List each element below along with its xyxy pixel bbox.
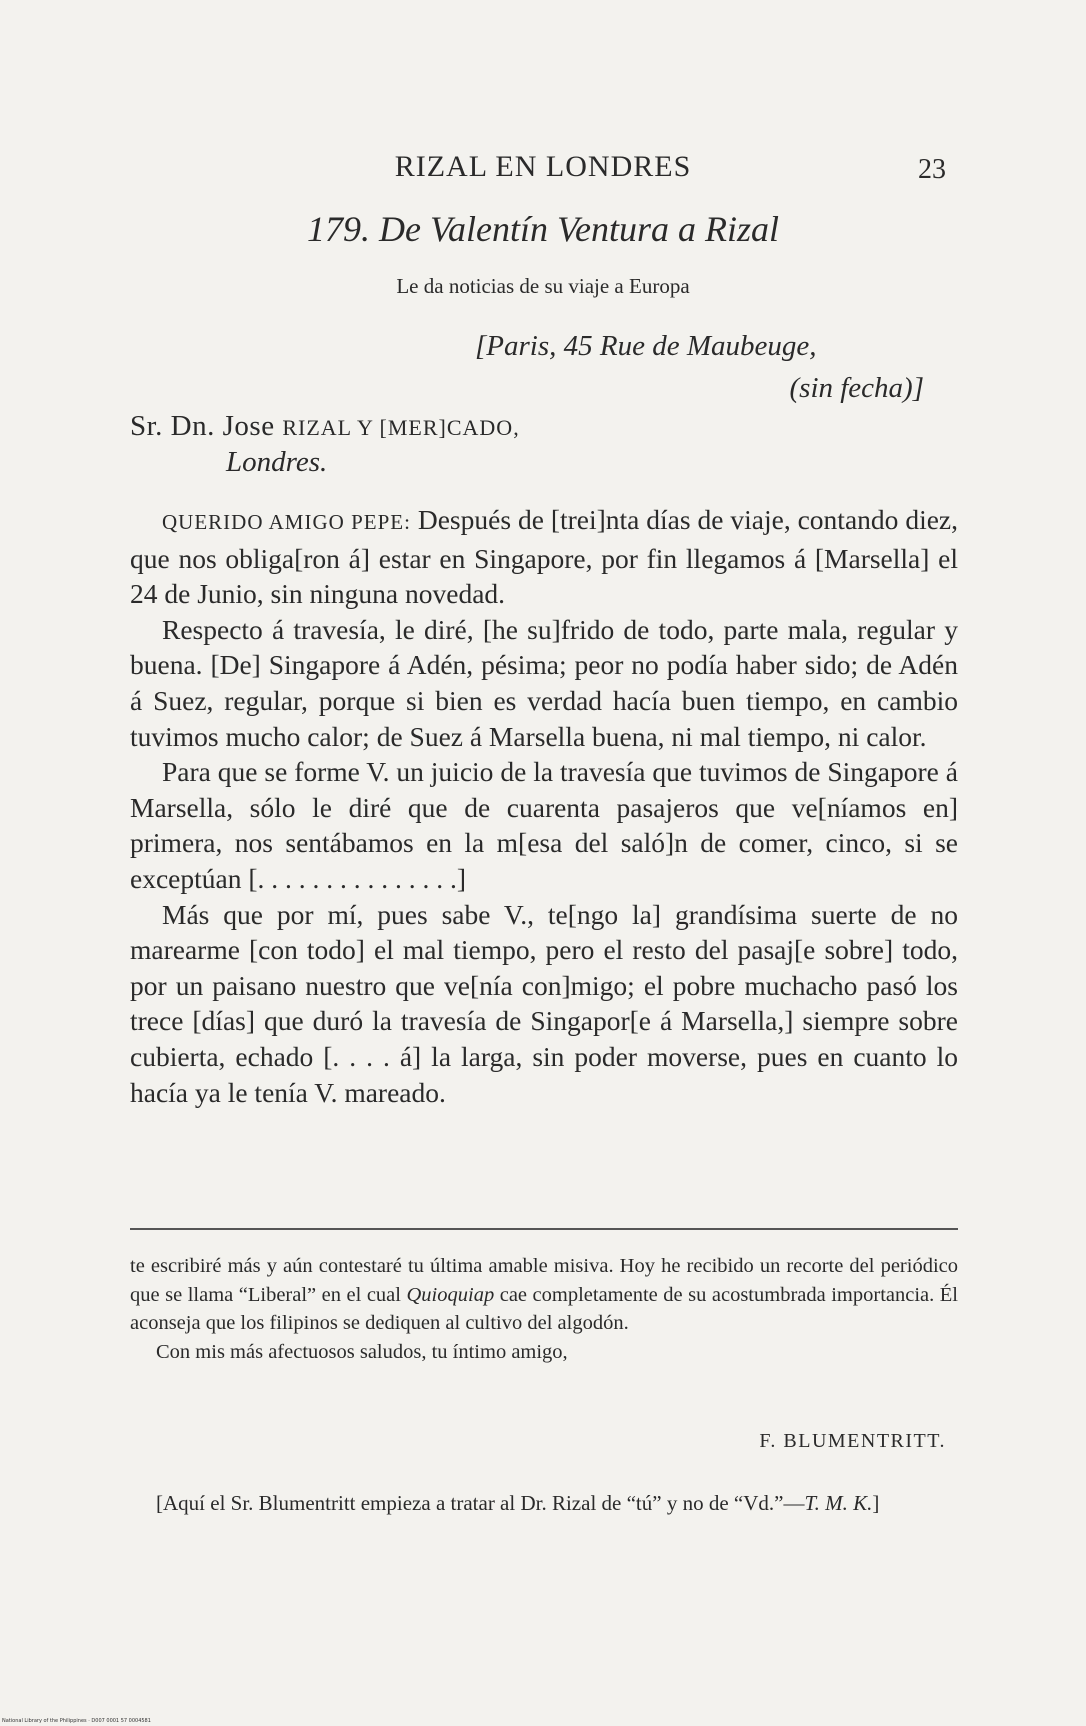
body-paragraph: Para que se forme V. un juicio de la travesía que tuvimos de Singapore á Marsella, sólo le diré que de cuarenta pasajeros que ve[níamos en] primera, nos sentábamos en la m[esa del saló]n de comer, cinco, si se exceptúan [. . . . . . . . . . . . . . .] xyxy=(130,756,958,894)
body-paragraph: Más que por mí, pues sabe V., te[ngo la] grandísima suerte de no marearme [con todo] el mal tiempo, pero el resto del pasaj[e sobre] todo, por un paisano nuestro que ve[nía con]migo; el pobre muchacho pasó los trece [días] que duró la travesía de Singapor[e á Marsella,] siempre sobre cubierta, echado [. . . . á] la larga, sin poder moverse, pues en cuanto lo hacía ya le tenía V. mareado. xyxy=(130,898,958,1108)
letter-title xyxy=(0,208,1086,250)
addressee xyxy=(130,410,520,443)
editor-note xyxy=(130,1488,958,1518)
footnote xyxy=(130,1252,958,1366)
editor-note-text: [Aquí el Sr. Blumentritt empieza a tratar al Dr. Rizal de “tú” y no de “Vd.”— xyxy=(156,1491,805,1515)
letter-number: 179. xyxy=(307,209,371,249)
footnote-signature: F. BLUMENTRITT. xyxy=(759,1430,946,1452)
page-number: 23 xyxy=(918,154,946,185)
letter-date: (sin fecha)] xyxy=(789,372,924,404)
footnote-paragraph xyxy=(130,1252,958,1338)
footnote-divider xyxy=(130,1228,958,1230)
footnote-text: te escribiré más y aún contestaré tu última amable misiva. Hoy he recibido un recorte del periódico que se llama “Liberal” en el cual xyxy=(130,1255,958,1306)
letter-title-text: De Valentín Ventura a Rizal xyxy=(379,209,779,249)
running-head xyxy=(130,150,956,190)
addressee-name: RIZAL Y [MER]CADO, xyxy=(282,415,520,440)
editor-initials: T. M. K. xyxy=(804,1491,873,1515)
footnote-closing: Con mis más afectuosos saludos, tu íntimo amigo, xyxy=(156,1340,568,1363)
addressee-city: Londres. xyxy=(226,446,328,478)
body-paragraph: Respecto á travesía, le diré, [he su]frido de todo, parte mala, regular y buena. [De] Singapore á Adén, pésima; peor no podía haber sido; de Adén á Suez, regular, porque si bien es verdad hacía buen tiempo, en cambio tuvimos mucho calor; de Suez á Marsella buena, ni mal tiempo, ni calor. xyxy=(130,613,958,752)
running-title: RIZAL EN LONDRES xyxy=(394,150,692,183)
salutation: QUERIDO AMIGO PEPE: xyxy=(162,510,411,534)
paragraph-text: Después de [trei]nta días de viaje, contando diez, que nos obliga[ron á] estar en Singapore, por fin llegamos á [Marsella] el 24 de Junio, sin ninguna novedad. xyxy=(130,504,958,610)
editor-note-end: ] xyxy=(872,1491,880,1515)
footnote-italic: Quioquiap xyxy=(406,1283,495,1306)
footnote-text: cae completamente de su acostumbrada importancia. Él aconseja que los filipinos se dediquen al cultivo del algodón. xyxy=(130,1283,958,1334)
body-paragraph xyxy=(130,502,958,612)
letter-subtitle: Le da noticias de su viaje a Europa xyxy=(396,274,690,298)
addressee-prefix: Sr. Dn. Jose xyxy=(130,410,283,442)
letter-body xyxy=(130,502,958,1110)
letter-place: [Paris, 45 Rue de Maubeuge, xyxy=(475,330,817,362)
library-credit: National Library of the Philippines · D007 0001 57 0004581 xyxy=(2,1718,151,1724)
